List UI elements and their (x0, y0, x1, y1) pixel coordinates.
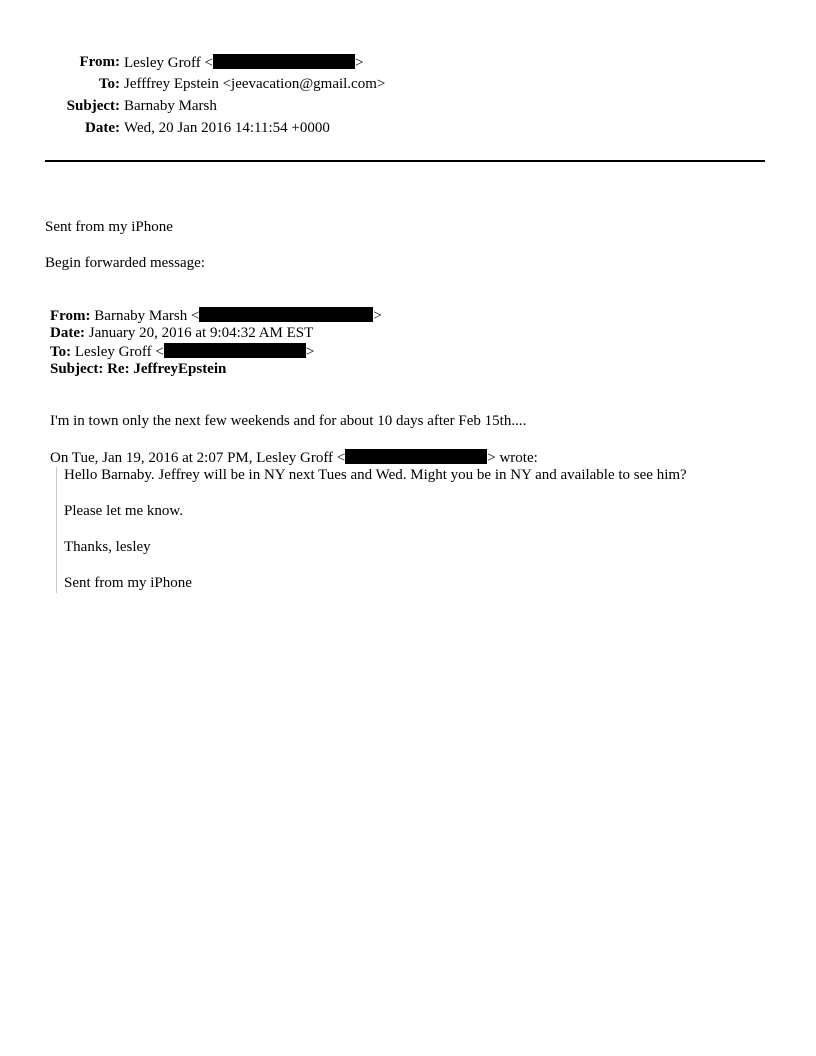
fwd-from-name: Barnaby Marsh < (94, 308, 200, 324)
from-value (124, 54, 363, 72)
fwd-from-close: > (373, 308, 382, 324)
from-close: > (355, 55, 364, 71)
fwd-date-value: January 20, 2016 at 9:04:32 AM EST (88, 325, 314, 341)
subject-value: Barnaby Marsh (124, 98, 217, 114)
fwd-from-label: From: (50, 308, 91, 324)
header-divider (45, 160, 765, 162)
quote-intro-start: On Tue, Jan 19, 2016 at 2:07 PM, Lesley Groff < (50, 450, 346, 466)
redacted-email (345, 449, 487, 464)
fwd-from-line (50, 307, 382, 325)
fwd-date-line (50, 325, 313, 342)
redacted-email (164, 343, 306, 358)
quoted-line: Thanks, lesley (64, 539, 151, 555)
quote-bar (56, 467, 57, 593)
quoted-line: Sent from my iPhone (64, 575, 192, 591)
email-header (0, 0, 816, 150)
sent-from-iphone: Sent from my iPhone (45, 219, 173, 235)
to-label: To: (98, 76, 120, 92)
fwd-to-line (50, 343, 314, 361)
subject-label: Subject: (66, 98, 120, 114)
quoted-line: Hello Barnaby. Jeffrey will be in NY next Tues and Wed. Might you be in NY and available to see him? (64, 467, 687, 483)
fwd-to-close: > (305, 344, 315, 360)
fwd-to-label: To: (50, 344, 72, 360)
fwd-subject: Subject: Re: JeffreyEpstein (50, 361, 227, 377)
date-value: Wed, 20 Jan 2016 14:11:54 +0000 (124, 120, 330, 136)
quoted-line: Please let me know. (64, 503, 183, 519)
fwd-to-name: Lesley Groff < (74, 344, 164, 360)
fwd-message: I'm in town only the next few weekends and for about 10 days after Feb 15th.... (50, 413, 527, 429)
to-value: Jefffrey Epstein <jeevacation@gmail.com> (124, 76, 386, 92)
redacted-email (213, 54, 355, 69)
begin-forwarded-message: Begin forwarded message: (45, 255, 205, 271)
from-label: From: (79, 54, 120, 70)
fwd-date-label: Date: (50, 325, 85, 341)
quote-intro-end: > wrote: (487, 450, 538, 466)
quote-intro (50, 449, 538, 467)
redacted-email (199, 307, 373, 322)
from-name: Lesley Groff < (124, 55, 213, 71)
date-label: Date: (85, 120, 120, 136)
